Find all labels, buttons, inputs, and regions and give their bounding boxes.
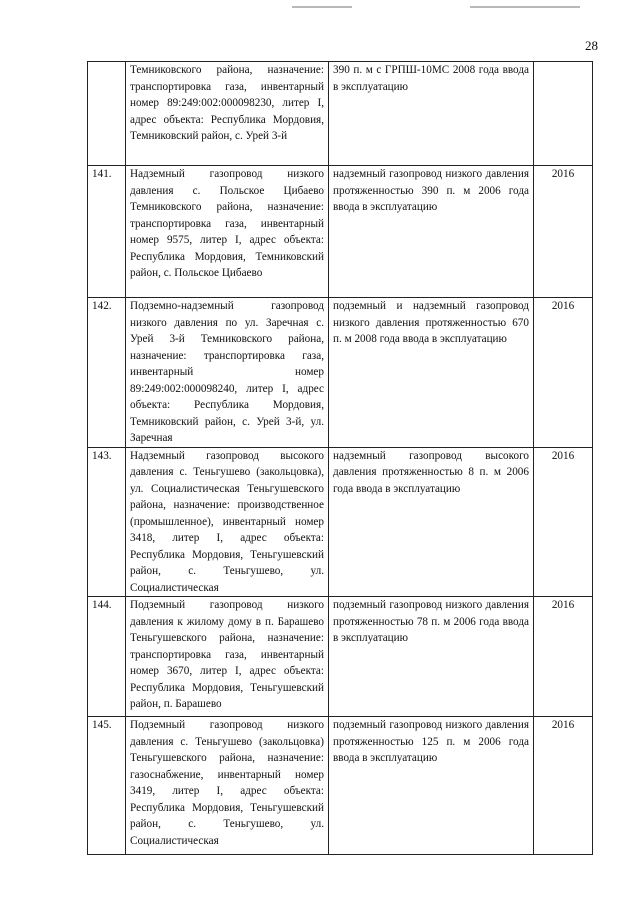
row-number: 145. (88, 717, 126, 855)
row-number: 143. (88, 447, 126, 597)
registry-table (87, 61, 593, 855)
transfer-year: 2016 (534, 447, 593, 597)
scan-artifact (292, 6, 352, 8)
transfer-year: 2016 (534, 717, 593, 855)
table-row (88, 62, 593, 166)
object-description: 390 п. м с ГРПШ-10МС 2008 года ввода в эксплуатацию (329, 62, 534, 166)
object-name: Подземно-надземный газопровод низкого давления по ул. Заречная с. Урей 3-й Темниковского района, назначение: транспортировка газа, инвентарный номер 89:249:002:000098240, литер I, адрес объекта: Республика Мордовия, Темниковский район, с. Урей 3-й, ул. Заречная (126, 298, 329, 448)
table-row (88, 717, 593, 855)
row-number: 141. (88, 166, 126, 298)
object-description: подземный и надземный газопровод низкого давления протяженностью 670 п. м 2008 года ввода в эксплуатацию (329, 298, 534, 448)
row-number (88, 62, 126, 166)
object-description: надземный газопровод низкого давления протяженностью 390 п. м 2006 года ввода в эксплуатацию (329, 166, 534, 298)
page-number: 28 (585, 38, 598, 53)
object-description: надземный газопровод высокого давления протяженностью 8 п. м 2006 года ввода в эксплуатацию (329, 447, 534, 597)
table-row (88, 298, 593, 448)
transfer-year: 2016 (534, 298, 593, 448)
object-description: подземный газопровод низкого давления протяженностью 125 п. м 2006 года ввода в эксплуатацию (329, 717, 534, 855)
row-number: 144. (88, 597, 126, 717)
row-number: 142. (88, 298, 126, 448)
object-description: подземный газопровод низкого давления протяженностью 78 п. м 2006 года ввода в эксплуатацию (329, 597, 534, 717)
table-row (88, 447, 593, 597)
transfer-year (534, 62, 593, 166)
object-name: Надземный газопровод высокого давления с. Теньгушево (закольцовка), ул. Социалистическая Теньгушевского района, назначение: производственное (промышленное), инвентарный номер 3418, литер I, адрес объекта: Республика Мордовия, Теньгушевский район, с. Теньгушево, ул. Социалистическая (126, 447, 329, 597)
transfer-year: 2016 (534, 597, 593, 717)
table-row (88, 166, 593, 298)
object-name: Подземный газопровод низкого давления с. Теньгушево (закольцовка) Теньгушевского района, назначение: газоснабжение, инвентарный номер 3419, литер I, адрес объекта: Республика Мордовия, Теньгушевский район, с. Теньгушево, ул. Социалистическая (126, 717, 329, 855)
object-name: Темниковского района, назначение: транспортировка газа, инвентарный номер 89:249:002:000098230, литер I, адрес объекта: Республика Мордовия, Темниковский район, с. Урей 3-й (126, 62, 329, 166)
scan-artifact (470, 6, 580, 8)
table-row (88, 597, 593, 717)
object-name: Подземный газопровод низкого давления к жилому дому в п. Барашево Теньгушевского района, назначение: транспортировка газа, инвентарный номер 3670, литер I, адрес объекта: Республика Мордовия, Теньгушевский район, п. Барашево (126, 597, 329, 717)
transfer-year: 2016 (534, 166, 593, 298)
object-name: Надземный газопровод низкого давления с. Польское Цибаево Темниковского района, назначение: транспортировка газа, инвентарный номер 9575, литер I, адрес объекта: Республика Мордовия, Темниковский район, с. Польское Цибаево (126, 166, 329, 298)
